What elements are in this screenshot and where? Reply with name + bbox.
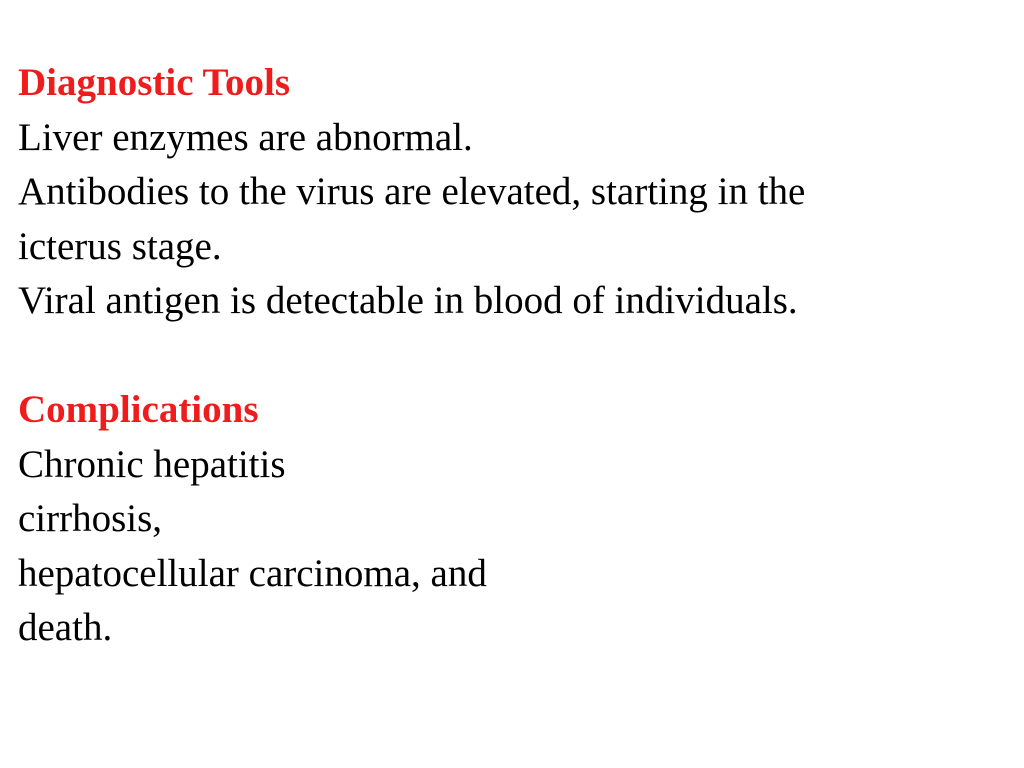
complication-line: hepatocellular carcinoma, and <box>18 551 487 595</box>
slide-content <box>18 56 1008 656</box>
complications-heading: Complications <box>18 388 259 431</box>
diagnostic-line: Liver enzymes are abnormal. <box>18 115 473 159</box>
complication-line: death. <box>18 606 113 649</box>
diagnostic-line: Antibodies to the virus are elevated, starting in the <box>18 170 806 213</box>
diagnostic-line: icterus stage. <box>18 224 222 268</box>
diagnostic-tools-heading: Diagnostic Tools <box>18 61 290 104</box>
section-spacer <box>18 329 1008 384</box>
diagnostic-line: Viral antigen is detectable in blood of individuals. <box>18 279 798 322</box>
complication-line: cirrhosis, <box>18 497 163 540</box>
complication-line: Chronic hepatitis <box>18 442 286 486</box>
